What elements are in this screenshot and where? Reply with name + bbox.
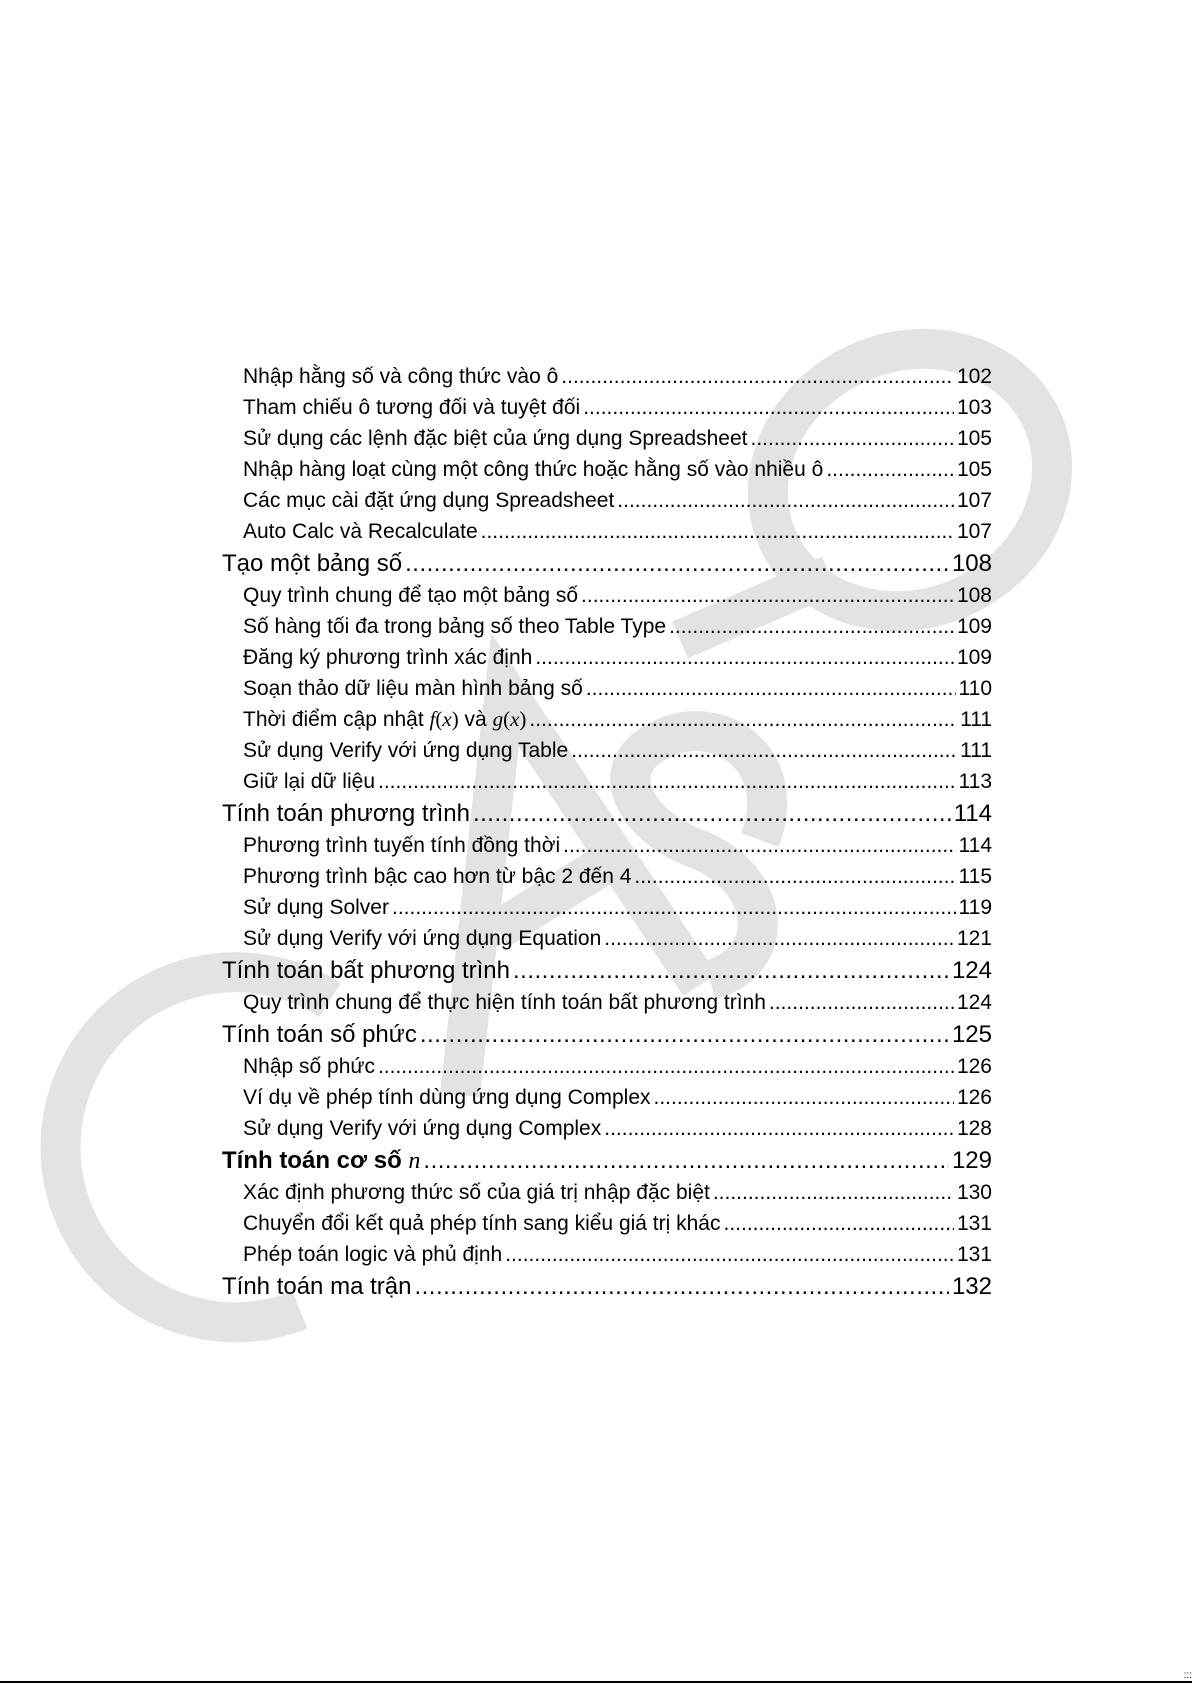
- toc-entry-label: Giữ lại dữ liệu: [243, 770, 375, 793]
- dot-leader: [723, 1208, 953, 1239]
- dot-leader: [420, 1018, 949, 1051]
- toc-entry-label: Đăng ký phương trình xác định: [243, 646, 533, 669]
- toc-entry-page: 109: [956, 615, 992, 638]
- toc-entry-page: 131: [956, 1243, 992, 1266]
- toc-entry-page: 126: [956, 1055, 992, 1078]
- toc-entry[interactable]: [222, 892, 992, 923]
- toc-entry-label: Sử dụng Solver: [243, 896, 389, 919]
- toc-entry-label: Số hàng tối đa trong bảng số theo Table Type: [243, 615, 667, 638]
- math-paren-close: ): [451, 707, 459, 731]
- toc-entry-page: 128: [956, 1117, 992, 1140]
- toc-entry-page: 124: [956, 991, 992, 1014]
- toc-section-label: [222, 1144, 420, 1178]
- math-f: f: [429, 707, 436, 731]
- math-x: x: [510, 707, 520, 731]
- toc-entry[interactable]: [222, 1051, 992, 1082]
- toc-section-page: 132: [951, 1273, 992, 1300]
- dot-leader: [563, 830, 955, 861]
- toc-entry-label: Tham chiếu ô tương đối và tuyệt đối: [243, 396, 581, 419]
- math-n: n: [408, 1148, 421, 1174]
- toc-entry-page: 115: [958, 865, 992, 888]
- toc-entry-page: 102: [956, 365, 992, 388]
- dot-leader: [581, 580, 954, 611]
- dot-leader: [583, 392, 954, 423]
- toc-entry-page: 126: [956, 1086, 992, 1109]
- toc-entry-label: [243, 704, 526, 735]
- toc-entry-conjunction: và: [458, 708, 493, 731]
- toc-entry[interactable]: [222, 361, 992, 392]
- toc-entry-label: Phép toán logic và phủ định: [243, 1243, 503, 1266]
- toc-entry-label: Ví dụ về phép tính dùng ứng dụng Complex: [243, 1086, 651, 1109]
- dot-leader: [713, 1177, 954, 1208]
- toc-entry-page: 111: [960, 739, 992, 762]
- dot-leader: [617, 485, 954, 516]
- toc-entry[interactable]: [222, 485, 992, 516]
- toc-entry[interactable]: [222, 861, 992, 892]
- dot-leader: [561, 361, 954, 392]
- dot-leader: [481, 516, 954, 547]
- toc-entry-page: 130: [956, 1181, 992, 1204]
- toc-entry-label: Soạn thảo dữ liệu màn hình bảng số: [243, 677, 583, 700]
- math-x: x: [442, 707, 452, 731]
- math-g: g: [492, 707, 504, 731]
- toc-entry-label: Auto Calc và Recalculate: [243, 520, 478, 543]
- dot-leader: [604, 923, 954, 954]
- toc-entry[interactable]: [222, 1239, 992, 1270]
- toc-entry[interactable]: [222, 766, 992, 797]
- toc-entry-page: 109: [956, 646, 992, 669]
- toc-entry-label: Nhập hằng số và công thức vào ô: [243, 365, 559, 388]
- toc-section[interactable]: [222, 547, 992, 580]
- dot-leader: [414, 1270, 949, 1303]
- toc-entry-label: Phương trình tuyến tính đồng thời: [243, 834, 561, 857]
- dot-leader: [529, 704, 957, 735]
- toc-entry[interactable]: [222, 1113, 992, 1144]
- toc-section[interactable]: [222, 954, 992, 987]
- toc-entry-label: Các mục cài đặt ứng dụng Spreadsheet: [243, 489, 615, 512]
- toc-entry[interactable]: [222, 642, 992, 673]
- toc-entry[interactable]: [222, 1208, 992, 1239]
- toc-section[interactable]: [222, 1270, 992, 1303]
- toc-entry-label: Phương trình bậc cao hơn từ bậc 2 đến 4: [243, 865, 632, 888]
- toc-entry-page: 113: [958, 770, 992, 793]
- dot-leader: [513, 954, 949, 987]
- dot-leader: [378, 1051, 954, 1082]
- math-paren-close: ): [519, 707, 527, 731]
- toc-entry-label: Quy trình chung để thực hiện tính toán bất phương trình: [243, 991, 766, 1014]
- toc-entry[interactable]: [222, 987, 992, 1018]
- toc-entry-page: 119: [958, 896, 992, 919]
- dot-leader: [423, 1144, 949, 1177]
- toc-entry-label: Chuyển đổi kết quả phép tính sang kiểu giá trị khác: [243, 1212, 721, 1235]
- corner-mark: :::: [1183, 1670, 1192, 1681]
- dot-leader: [378, 766, 956, 797]
- toc-entry-page: 131: [956, 1212, 992, 1235]
- toc-entry[interactable]: [222, 1082, 992, 1113]
- toc-section-page: 114: [953, 800, 992, 827]
- dot-leader: [571, 735, 957, 766]
- toc-section-page: 124: [951, 957, 992, 984]
- toc-entry-label: Nhập hàng loạt cùng một công thức hoặc hằng số vào nhiều ô: [243, 458, 824, 481]
- toc-entry-label: Sử dụng Verify với ứng dụng Equation: [243, 927, 602, 950]
- toc-entry-label: Sử dụng Verify với ứng dụng Table: [243, 739, 569, 762]
- dot-leader: [654, 1082, 954, 1113]
- toc-section-label: Tính toán bất phương trình: [222, 957, 510, 984]
- toc-entry-page: 121: [956, 927, 992, 950]
- toc-entry[interactable]: [222, 516, 992, 547]
- toc-section-label-text: Tính toán cơ số: [222, 1147, 409, 1174]
- toc-section-page: 125: [951, 1021, 992, 1048]
- dot-leader: [669, 611, 954, 642]
- table-of-contents: [222, 361, 992, 1303]
- toc-entry[interactable]: [222, 611, 992, 642]
- math-paren-open: (: [435, 707, 443, 731]
- dot-leader: [392, 892, 956, 923]
- dot-leader: [586, 673, 956, 704]
- toc-entry[interactable]: [222, 392, 992, 423]
- toc-section-label: Tạo một bảng số: [222, 550, 403, 577]
- toc-entry-page: 105: [956, 458, 992, 481]
- toc-entry[interactable]: [222, 580, 992, 611]
- toc-entry[interactable]: [222, 673, 992, 704]
- dot-leader: [750, 423, 953, 454]
- toc-entry[interactable]: [222, 704, 992, 735]
- toc-section-label: Tính toán phương trình: [222, 800, 470, 827]
- toc-section-label: Tính toán số phức: [222, 1021, 417, 1048]
- toc-entry-label: Sử dụng Verify với ứng dụng Complex: [243, 1117, 602, 1140]
- toc-entry[interactable]: [222, 830, 992, 861]
- toc-entry-label: Nhập số phức: [243, 1055, 375, 1078]
- toc-entry[interactable]: [222, 735, 992, 766]
- toc-section[interactable]: [222, 1018, 992, 1051]
- dot-leader: [826, 454, 954, 485]
- toc-entry-label-text: Thời điểm cập nhật: [243, 708, 430, 731]
- dot-leader: [473, 797, 951, 830]
- toc-entry[interactable]: [222, 423, 992, 454]
- dot-leader: [505, 1239, 954, 1270]
- toc-section-label: Tính toán ma trận: [222, 1273, 412, 1300]
- toc-entry-page: 103: [956, 396, 992, 419]
- page-bottom-rule: [0, 1681, 1192, 1683]
- dot-leader: [604, 1113, 954, 1144]
- toc-entry-page: 108: [956, 584, 992, 607]
- toc-entry-page: 114: [958, 834, 992, 857]
- toc-section[interactable]: [222, 797, 992, 830]
- toc-section-page: 108: [951, 550, 992, 577]
- dot-leader: [769, 987, 954, 1018]
- toc-entry-page: 110: [958, 677, 992, 700]
- toc-section[interactable]: [222, 1144, 992, 1177]
- toc-entry-page: 107: [956, 489, 992, 512]
- toc-entry[interactable]: [222, 923, 992, 954]
- toc-entry-label: Quy trình chung để tạo một bảng số: [243, 584, 579, 607]
- toc-entry-label: Sử dụng các lệnh đặc biệt của ứng dụng Spreadsheet: [243, 427, 748, 450]
- toc-entry-page: 107: [956, 520, 992, 543]
- toc-entry[interactable]: [222, 454, 992, 485]
- toc-entry-page: 105: [956, 427, 992, 450]
- dot-leader: [634, 861, 955, 892]
- math-paren-open: (: [503, 707, 511, 731]
- toc-entry-label: Xác định phương thức số của giá trị nhập đặc biệt: [243, 1181, 710, 1204]
- toc-entry-page: 111: [960, 708, 992, 731]
- toc-entry[interactable]: [222, 1177, 992, 1208]
- dot-leader: [405, 547, 949, 580]
- toc-section-page: 129: [951, 1147, 992, 1174]
- dot-leader: [535, 642, 954, 673]
